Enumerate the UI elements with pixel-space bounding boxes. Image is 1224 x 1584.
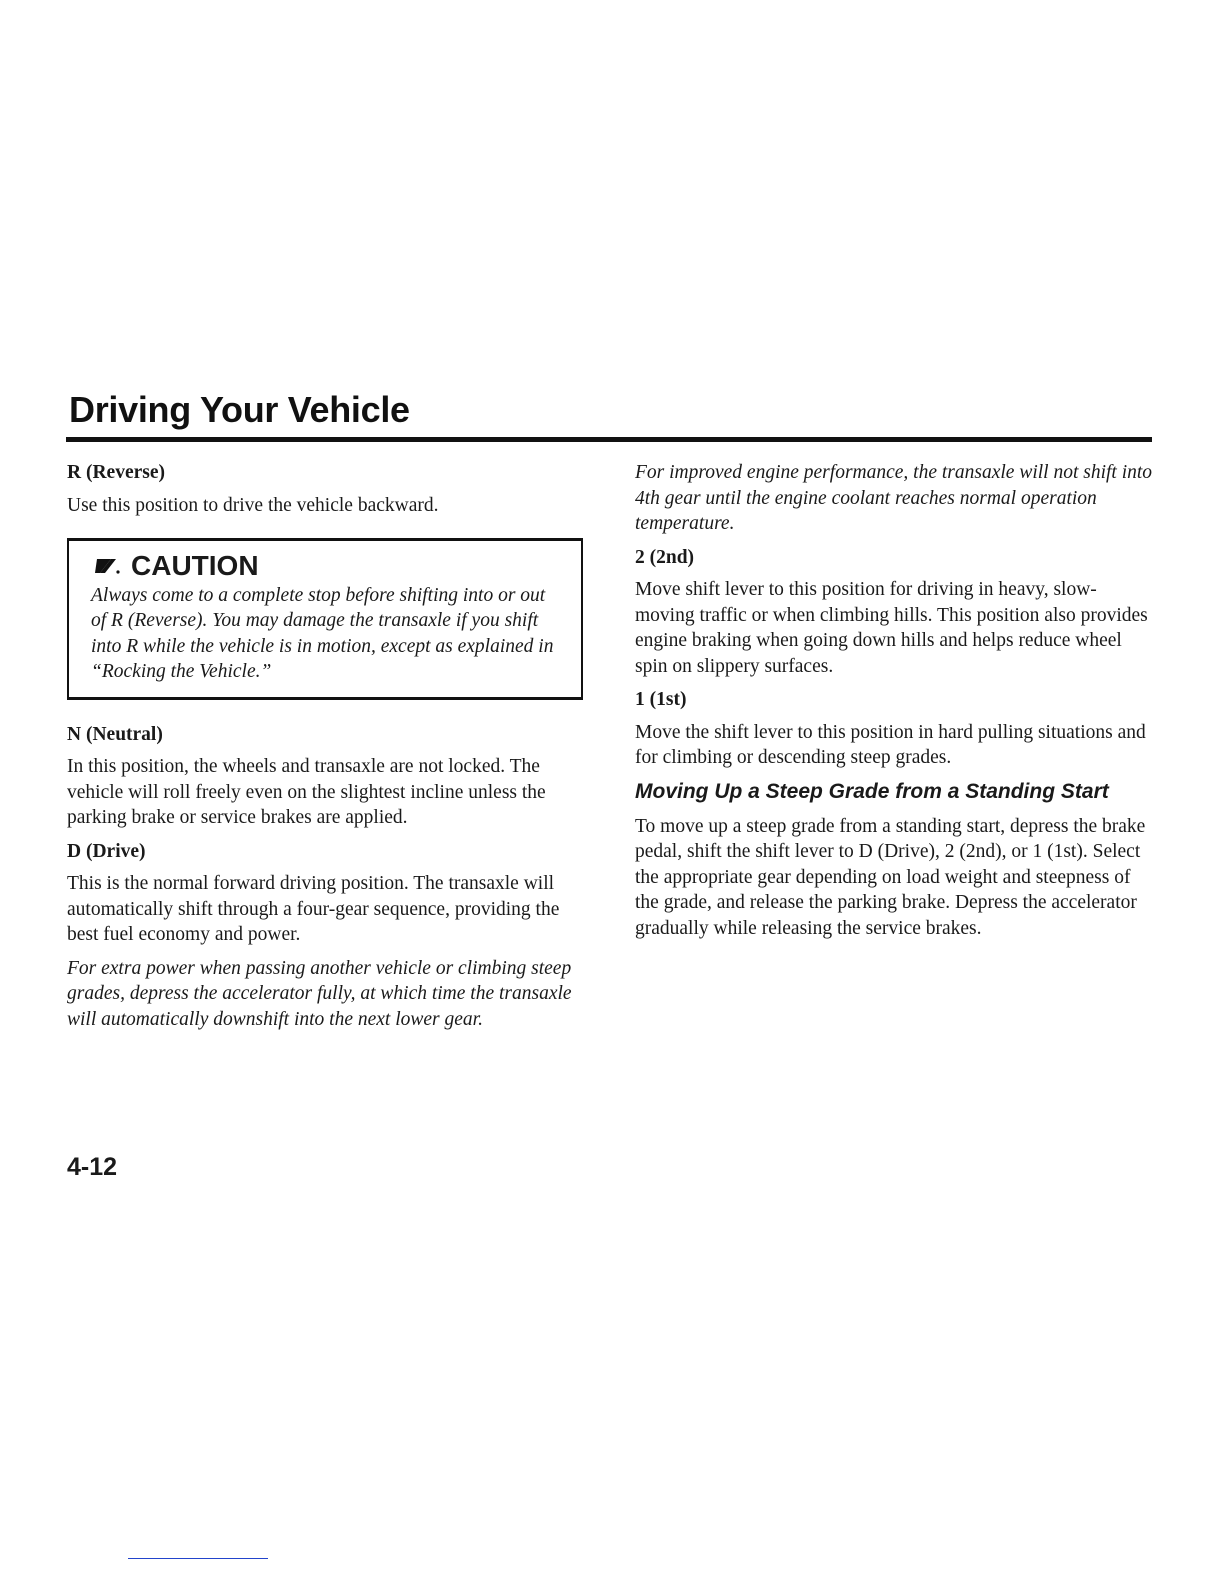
drive-text: This is the normal forward driving position. The transaxle will automatically shift through a four-gear sequence, providing the best fuel economy and power. — [67, 873, 560, 945]
caution-label: CAUTION — [131, 550, 259, 581]
reverse-text: Use this position to drive the vehicle backward. — [67, 494, 439, 516]
warning-slash-icon — [91, 555, 127, 577]
reverse-heading: R (Reverse) — [67, 462, 165, 483]
neutral-text: In this position, the wheels and transaxle are not locked. The vehicle will roll freely even on the slightest incline unless the parking brake or service brakes are applied. — [67, 756, 546, 828]
right-column — [635, 460, 1155, 949]
caution-text: Always come to a complete stop before shifting into or out of R (Reverse). You may damage the transaxle if you shift into R while the vehicle is in motion, except as explained in “Rocking the Vehicle.” — [91, 584, 554, 682]
page-number: 4-12 — [67, 1153, 118, 1181]
page-title: Driving Your Vehicle — [69, 389, 410, 430]
drive-note: For extra power when passing another vehicle or climbing steep grades, depress the accelerator fully, at which time the transaxle will automatically downshift into the next lower gear. — [67, 957, 572, 1030]
first-gear-heading: 1 (1st) — [635, 689, 687, 710]
left-column — [67, 460, 587, 1040]
title-rule — [66, 437, 1152, 442]
bottom-link-rule — [128, 1558, 268, 1559]
neutral-heading: N (Neutral) — [67, 723, 163, 745]
second-gear-text: Move shift lever to this position for driving in heavy, slow-moving traffic or when climbing hills. This position also provides engine braking when going down hills and helps reduce wheel spin on slippery surfaces. — [635, 579, 1148, 677]
second-gear-heading: 2 (2nd) — [635, 546, 695, 568]
steep-grade-heading: Moving Up a Steep Grade from a Standing Start — [635, 779, 1109, 803]
first-gear-text: Move the shift lever to this position in hard pulling situations and for climbing or descending steep grades. — [635, 721, 1146, 768]
steep-grade-text: To move up a steep grade from a standing start, depress the brake pedal, shift the shift lever to D (Drive), 2 (2nd), or 1 (1st). Select the appropriate gear depending on load weight and steepness of the grade, and release the parking brake. Depress the accelerator gradually while releasing the service brakes. — [635, 815, 1146, 939]
caution-header — [91, 550, 557, 581]
drive-heading: D (Drive) — [67, 840, 146, 862]
coolant-note: For improved engine performance, the transaxle will not shift into 4th gear until the engine coolant reaches normal operation temperature. — [635, 462, 1153, 534]
caution-box — [67, 538, 583, 700]
